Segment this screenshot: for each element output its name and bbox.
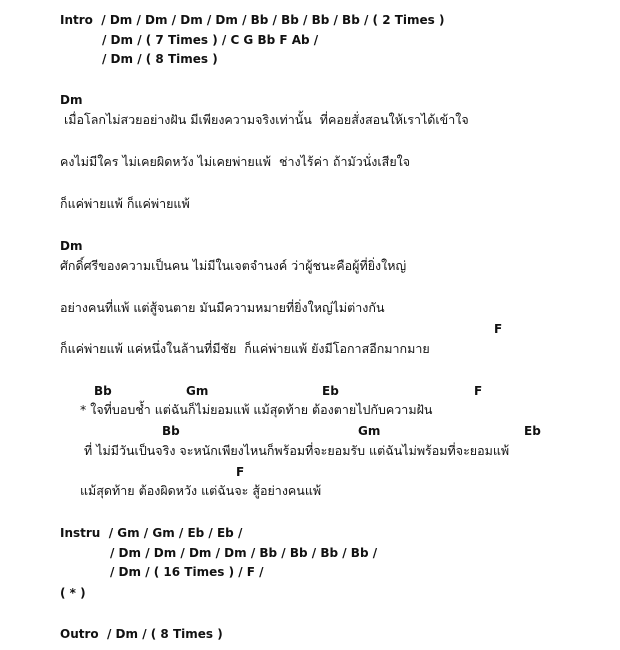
intro-line-1: Intro / Dm / Dm / Dm / Dm / Bb / Bb / Bb / Bb / ( 2 Times ) <box>60 13 445 27</box>
verse1-chord: Dm <box>60 93 83 107</box>
intro-line-3: / Dm / ( 8 Times ) <box>102 52 218 66</box>
verse2-lyric-1: ศักดิ์ศรีของความเป็นคน ไม่มีในเจตจำนงค์ ว่าผู้ชนะคือผู้ที่ยิ่งใหญ่ <box>60 258 407 273</box>
verse1-lyric-2: คงไม่มีใคร ไม่เคยผิดหวัง ไม่เคยพ่ายแพ้ ช่างไร้ค่า ถ้ามัวนั่งเสียใจ <box>60 154 411 169</box>
intro-line-2: / Dm / ( 7 Times ) / C G Bb F Ab / <box>102 33 319 47</box>
instru-line-1: Instru / Gm / Gm / Eb / Eb / <box>60 526 243 540</box>
instru-line-3: / Dm / ( 16 Times ) / F / <box>110 565 264 579</box>
chorus-chord-eb-1: Eb <box>322 384 339 398</box>
chorus-lyric-3: แม้สุดท้าย ต้องผิดหวัง แต่ฉันจะ สู้อย่างคนแพ้ <box>80 483 322 498</box>
verse2-chord-f: F <box>494 322 503 336</box>
chorus-chord-gm-1: Gm <box>186 384 209 398</box>
outro-line-1: Outro / Dm / ( 8 Times ) <box>60 627 223 641</box>
chorus-chord-f-1: F <box>474 384 483 398</box>
instru-line-2: / Dm / Dm / Dm / Dm / Bb / Bb / Bb / Bb / <box>110 546 378 560</box>
verse1-lyric-3: ก็แค่พ่ายแพ้ ก็แค่พ่ายแพ้ <box>60 196 190 211</box>
chorus-chord-bb-1: Bb <box>94 384 112 398</box>
chorus-chord-bb-2: Bb <box>162 424 180 438</box>
verse2-lyric-2: อย่างคนที่แพ้ แต่สู้จนตาย มันมีความหมายที่ยิ่งใหญ่ไม่ต่างกัน <box>60 300 385 315</box>
verse2-lyric-3: ก็แค่พ่ายแพ้ แค่หนึ่งในล้านที่มีชัย ก็แค่พ่ายแพ้ ยังมีโอกาสอีกมากมาย <box>60 341 430 356</box>
chorus-lyric-2: ที่ ไม่มีวันเป็นจริง จะหนักเพียงไหนก็พร้อมที่จะยอมรับ แต่ฉันไม่พร้อมที่จะยอมแพ้ <box>84 443 510 458</box>
chorus-chord-gm-2: Gm <box>358 424 381 438</box>
verse2-chord: Dm <box>60 239 83 253</box>
chorus-chord-eb-2: Eb <box>524 424 541 438</box>
chorus-chord-f-3: F <box>236 465 245 479</box>
chorus-lyric-1: * ใจที่บอบช้ำ แต่ฉันก็ไม่ยอมแพ้ แม้สุดท้าย ต้องตายไปกับความฝัน <box>80 402 433 417</box>
instru-repeat: ( * ) <box>60 586 86 600</box>
verse1-lyric-1: เมื่อโลกไม่สวยอย่างฝัน มีเพียงความจริงเท่านั้น ที่คอยสั่งสอนให้เราได้เข้าใจ <box>64 112 469 127</box>
